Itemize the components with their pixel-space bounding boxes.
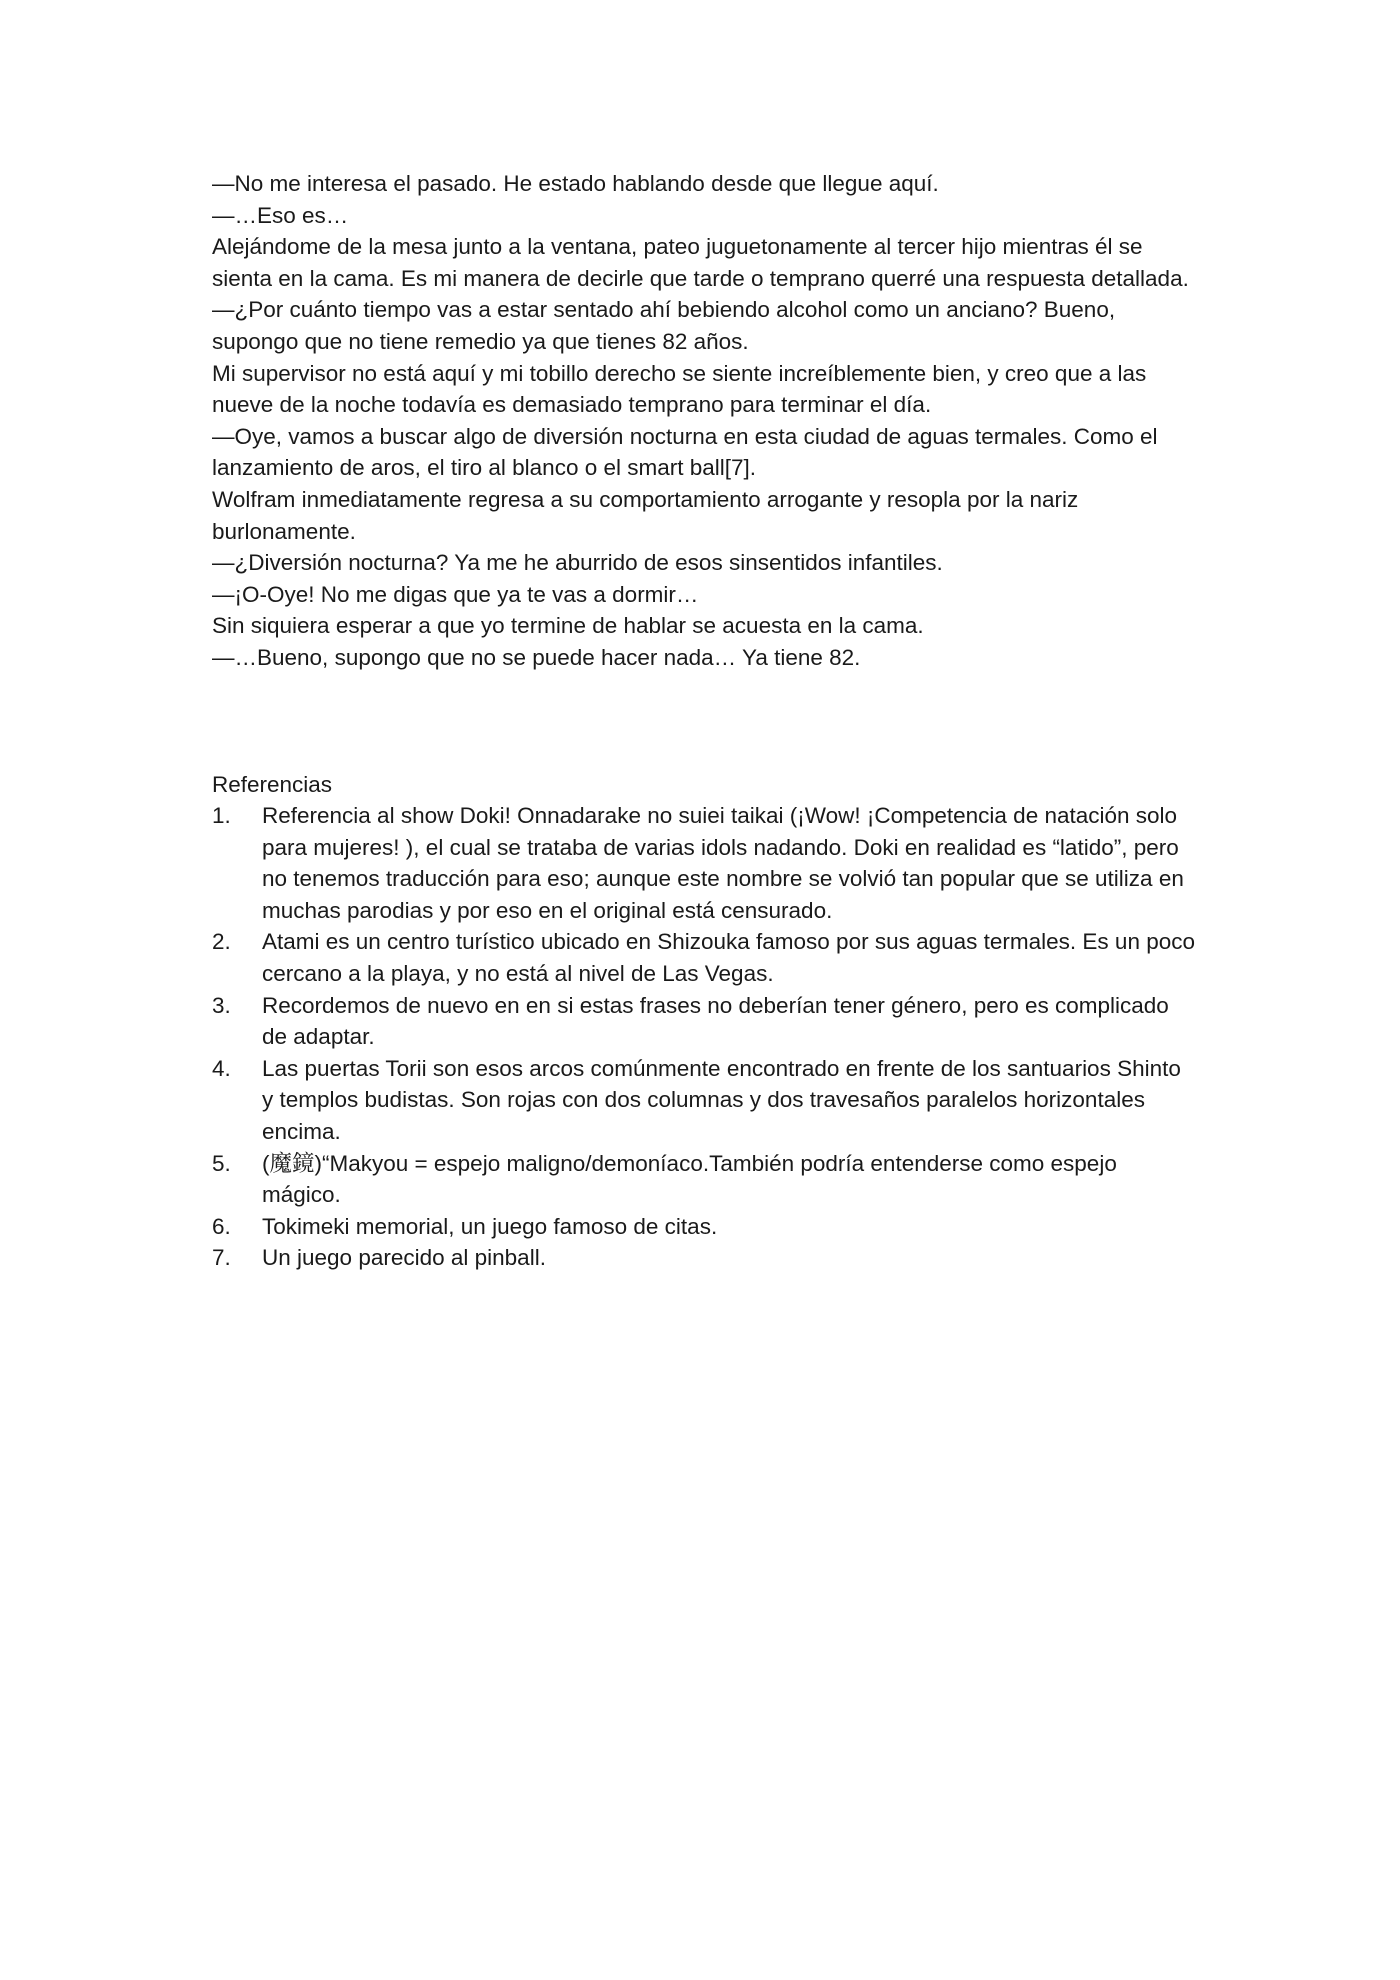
reference-text: Un juego parecido al pinball.	[262, 1245, 546, 1271]
story-text	[212, 168, 1197, 674]
reference-text: Recordemos de nuevo en en si estas frases no deberían tener género, pero es complicado de adaptar.	[262, 992, 1169, 1050]
paragraph: Alejándome de la mesa junto a la ventana, pateo juguetonamente al tercer hijo mientras él se sienta en la cama. Es mi manera de decirle que tarde o temprano querré una respuesta detallada.	[212, 234, 1189, 291]
reference-item	[212, 1148, 1197, 1211]
paragraph: —…Eso es…	[212, 202, 349, 228]
reference-text: (魔鏡)“Makyou = espejo maligno/demoníaco.También podría entenderse como espejo mágico.	[262, 1150, 1117, 1208]
reference-item	[212, 1242, 1197, 1274]
paragraph: —Oye, vamos a buscar algo de diversión nocturna en esta ciudad de aguas termales. Como el lanzamiento de aros, el tiro al blanco o el smart ball[7].	[212, 423, 1158, 481]
references-section	[212, 769, 1197, 1275]
reference-text: Atami es un centro turístico ubicado en Shizouka famoso por sus aguas termales. Es un poco cercano a la playa, y no está al nivel de Las Vegas.	[262, 929, 1196, 987]
reference-item	[212, 1211, 1197, 1243]
paragraph: Sin siquiera esperar a que yo termine de hablar se acuesta en la cama.	[212, 613, 924, 639]
paragraph: Wolfram inmediatamente regresa a su comportamiento arrogante y resopla por la nariz burlonamente.	[212, 486, 1079, 544]
reference-number: 7.	[212, 1245, 231, 1271]
references-list	[212, 800, 1197, 1274]
reference-text: Tokimeki memorial, un juego famoso de citas.	[262, 1213, 718, 1239]
references-heading: Referencias	[212, 771, 333, 797]
paragraph: —¡O-Oye! No me digas que ya te vas a dormir…	[212, 581, 699, 607]
section-spacer	[212, 674, 1197, 769]
reference-text: Las puertas Torii son esos arcos comúnmente encontrado en frente de los santuarios Shinto y templos budistas. Son rojas con dos columnas y dos travesaños paralelos horizontales encima.	[262, 1055, 1181, 1145]
document-page	[212, 168, 1197, 1274]
reference-number: 2.	[212, 929, 231, 955]
reference-item	[212, 990, 1197, 1053]
paragraph: —…Bueno, supongo que no se puede hacer nada… Ya tiene 82.	[212, 644, 861, 670]
paragraph: —¿Por cuánto tiempo vas a estar sentado ahí bebiendo alcohol como un anciano? Bueno, supongo que no tiene remedio ya que tienes 82 años.	[212, 297, 1116, 354]
reference-number: 4.	[212, 1055, 231, 1081]
reference-item	[212, 1053, 1197, 1148]
reference-item	[212, 926, 1197, 989]
reference-number: 5.	[212, 1150, 231, 1176]
reference-item	[212, 800, 1197, 926]
paragraph: —¿Diversión nocturna? Ya me he aburrido de esos sinsentidos infantiles.	[212, 550, 943, 576]
paragraph: Mi supervisor no está aquí y mi tobillo derecho se siente increíblemente bien, y creo que a las nueve de la noche todavía es demasiado temprano para terminar el día.	[212, 360, 1147, 418]
paragraph: —No me interesa el pasado. He estado hablando desde que llegue aquí.	[212, 171, 939, 196]
reference-number: 1.	[212, 803, 231, 829]
reference-number: 6.	[212, 1213, 231, 1239]
reference-number: 3.	[212, 992, 231, 1018]
reference-text: Referencia al show Doki! Onnadarake no suiei taikai (¡Wow! ¡Competencia de natación solo para mujeres! ), el cual se trataba de varias idols nadando. Doki en realidad es “latido”, pero no tenemos traducción para eso; aunque este nombre se volvió tan popular que se utiliza en muchas parodias y por eso en el original está censurado.	[262, 803, 1184, 923]
